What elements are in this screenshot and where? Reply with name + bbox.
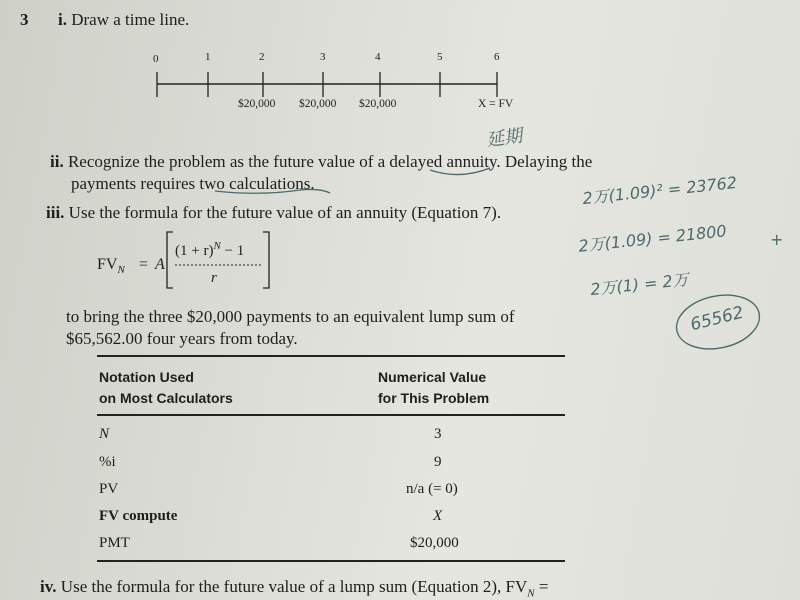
timeline-period-0: 0 — [153, 53, 159, 65]
formula-numerator: $(1 + r)^N - 1$ — [175, 240, 245, 259]
timeline-payment-4: $20,000 — [359, 98, 397, 110]
table-header-notation: Notation Used on Most Calculators — [99, 369, 233, 406]
table-row-notation-2: %i — [99, 454, 116, 470]
annuity-formula — [95, 228, 295, 298]
table-row-notation-1: N — [99, 426, 110, 442]
step-iv-sub: N — [527, 587, 535, 600]
timeline-axis — [0, 0, 800, 120]
hand-line-1: 2万(1.09)² = 23762 — [581, 172, 738, 209]
step-i-text: Draw a time line. — [71, 10, 190, 29]
formula-equals: = — [139, 256, 149, 273]
table-header-rule — [97, 414, 565, 416]
formula-brackets — [95, 228, 295, 298]
table-row-value-2: 9 — [434, 454, 442, 470]
timeline-period-2: 2 — [259, 51, 265, 63]
step-iii-text: Use the formula for the future value of an annuity (Equation 7). — [68, 203, 502, 222]
step-iii — [46, 203, 501, 223]
hand-line-3: 2万(1) = 2万 — [589, 269, 690, 300]
step-ii-marker: ii. — [50, 152, 64, 171]
table-header-value: Numerical Value for This Problem — [378, 369, 490, 406]
step-ii-line1 — [50, 152, 592, 172]
hand-note-top: 延期 — [484, 125, 524, 152]
timeline-period-3: 3 — [320, 51, 326, 63]
table-row-value-4: X — [433, 508, 443, 524]
table-row-notation-3: PV — [99, 481, 119, 497]
step-i-marker: i. — [58, 10, 67, 29]
table-row-notation-5: PMT — [99, 535, 130, 551]
table-row-value-3: n/a (= 0) — [406, 481, 458, 497]
step-iv-marker: iv. — [40, 577, 57, 596]
step-iv-tail: = — [534, 577, 549, 596]
hand-plus: + — [770, 230, 784, 249]
step-ii-line2: payments requires two calculations. — [71, 174, 315, 193]
body-text-line1: to bring the three $20,000 payments to an equivalent lump sum of — [66, 307, 515, 326]
timeline-period-1: 1 — [205, 51, 211, 63]
formula-denominator: r — [211, 270, 217, 286]
problem-number: 3 — [20, 10, 29, 29]
hand-line-2: 2万(1.09) = 21800 — [577, 221, 728, 256]
timeline-period-6: 6 — [494, 51, 500, 63]
step-ii-text-1: Recognize the problem as the future value of a delayed annuity. Delaying the — [67, 152, 593, 171]
table-row-value-5: $20,000 — [410, 535, 459, 551]
body-text-line2: $65,562.00 four years from today. — [66, 329, 298, 348]
step-iv — [40, 577, 548, 599]
step-iii-marker: iii. — [46, 203, 65, 222]
table-bottom-rule — [97, 560, 565, 562]
formula-coef: A — [155, 256, 165, 273]
formula-lhs: $FV_N$ — [97, 256, 125, 277]
timeline-period-5: 5 — [437, 51, 443, 63]
table-top-rule — [97, 355, 565, 357]
table-row-value-1: 3 — [434, 426, 442, 442]
timeline-payment-2: $20,000 — [238, 98, 276, 110]
timeline — [0, 0, 800, 120]
hand-circled-total: 65562 — [688, 302, 746, 336]
table-row-notation-4: FV compute — [99, 508, 178, 524]
step-iv-text: Use the formula for the future value of a lump sum (Equation 2), FV — [60, 577, 528, 596]
timeline-period-4: 4 — [375, 51, 381, 63]
timeline-payment-3: $20,000 — [299, 98, 337, 110]
timeline-end-label: X = FV — [478, 98, 514, 110]
